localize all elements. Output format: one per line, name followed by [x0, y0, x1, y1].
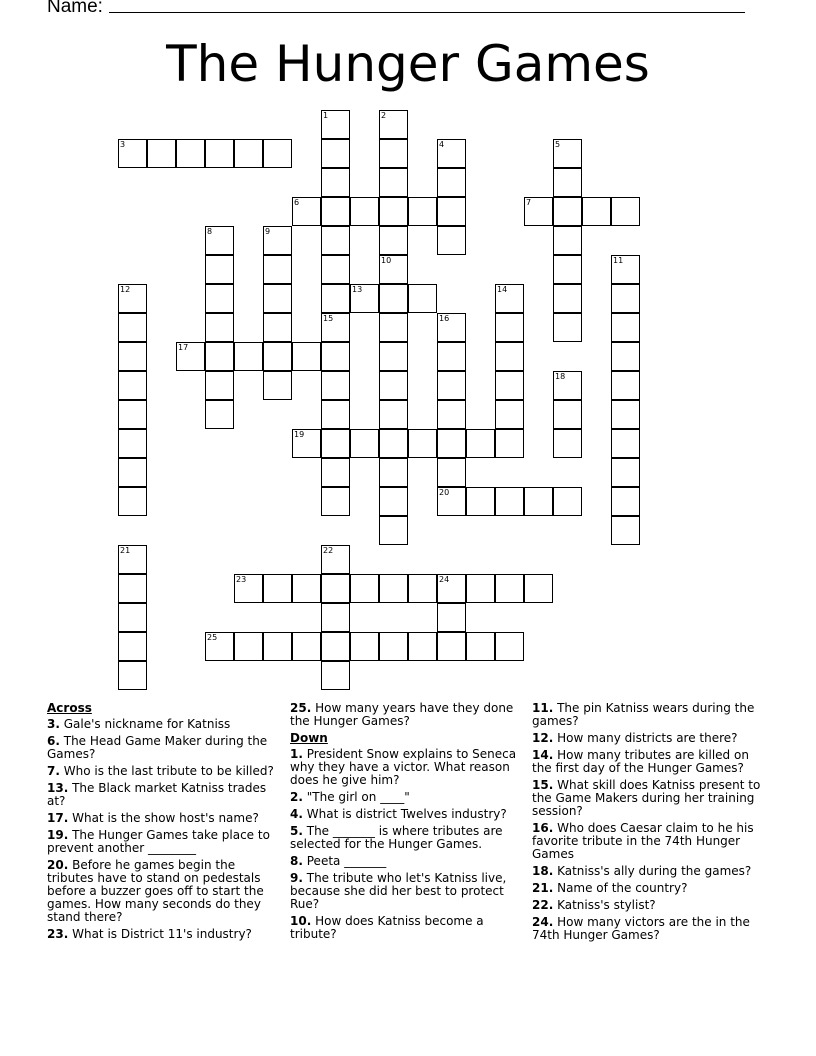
clue-item: [532, 865, 764, 878]
clue-text: How many victors are the in the 74th Hunger Games?: [532, 915, 750, 942]
across-clue-list: [47, 718, 279, 941]
grid-cell[interactable]: [437, 371, 466, 400]
clue-item: [47, 735, 279, 761]
clues-column-3: [532, 702, 764, 946]
grid-cell[interactable]: [321, 574, 350, 603]
grid-cell[interactable]: [582, 197, 611, 226]
clue-number-label: 7.: [47, 764, 60, 778]
grid-cell[interactable]: [437, 226, 466, 255]
clue-number: 7: [526, 198, 532, 207]
grid-cell[interactable]: [524, 574, 553, 603]
grid-cell[interactable]: [118, 545, 147, 574]
grid-cell[interactable]: [495, 574, 524, 603]
clue-number: 5: [555, 140, 561, 149]
grid-cell[interactable]: [205, 632, 234, 661]
clue-text: Before he games begin the tributes have to stand on pedestals before a buzzer goes off to start the games. How many seconds do they stand there?: [47, 858, 264, 924]
grid-cell[interactable]: [321, 313, 350, 342]
grid-cell[interactable]: [321, 139, 350, 168]
clue-item: [290, 855, 522, 868]
clue-text: Name of the country?: [557, 881, 688, 895]
clue-number: 20: [439, 488, 450, 497]
grid-cell[interactable]: [553, 284, 582, 313]
grid-cell[interactable]: [408, 284, 437, 313]
grid-cell[interactable]: [553, 197, 582, 226]
grid-cell[interactable]: [321, 545, 350, 574]
grid-cell[interactable]: [292, 632, 321, 661]
grid-cell[interactable]: [611, 197, 640, 226]
clue-text: What is District 11's industry?: [72, 927, 252, 941]
grid-cell[interactable]: [437, 313, 466, 342]
clue-number-label: 18.: [532, 864, 554, 878]
clue-number: 25: [207, 633, 218, 642]
grid-cell[interactable]: [263, 139, 292, 168]
clue-item: [290, 825, 522, 851]
clue-number-label: 20.: [47, 858, 69, 872]
grid-cell[interactable]: [466, 429, 495, 458]
grid-cell[interactable]: [611, 487, 640, 516]
grid-cell[interactable]: [118, 458, 147, 487]
clue-item: [532, 882, 764, 895]
grid-cell[interactable]: [350, 197, 379, 226]
clue-text: "The girl on ____": [306, 790, 410, 804]
clues-column-1: [47, 702, 279, 945]
clue-text: Katniss's stylist?: [557, 898, 656, 912]
grid-cell[interactable]: [118, 603, 147, 632]
grid-cell[interactable]: [379, 255, 408, 284]
grid-cell[interactable]: [437, 487, 466, 516]
grid-cell[interactable]: [263, 284, 292, 313]
clue-item: [532, 899, 764, 912]
grid-cell[interactable]: [466, 632, 495, 661]
grid-cell[interactable]: [495, 313, 524, 342]
clue-item: [290, 915, 522, 941]
grid-cell[interactable]: [611, 400, 640, 429]
clue-number: 24: [439, 575, 450, 584]
grid-cell[interactable]: [379, 226, 408, 255]
clue-text: Katniss's ally during the games?: [557, 864, 752, 878]
grid-cell[interactable]: [234, 342, 263, 371]
clue-item: [47, 928, 279, 941]
clue-text: Gale's nickname for Katniss: [63, 717, 231, 731]
grid-cell[interactable]: [553, 226, 582, 255]
clue-item: [47, 782, 279, 808]
clue-number: 4: [439, 140, 445, 149]
grid-cell[interactable]: [379, 371, 408, 400]
clue-item: [47, 829, 279, 855]
grid-cell[interactable]: [466, 487, 495, 516]
clue-item: [290, 872, 522, 911]
grid-cell[interactable]: [437, 197, 466, 226]
clue-number: 10: [381, 256, 392, 265]
clue-number-label: 5.: [290, 824, 303, 838]
grid-cell[interactable]: [553, 313, 582, 342]
grid-cell[interactable]: [408, 632, 437, 661]
grid-cell[interactable]: [553, 400, 582, 429]
clue-item: [47, 765, 279, 778]
grid-cell[interactable]: [321, 255, 350, 284]
clue-number: 8: [207, 227, 213, 236]
grid-cell[interactable]: [437, 458, 466, 487]
grid-cell[interactable]: [263, 313, 292, 342]
down-clue-list: [290, 748, 522, 941]
grid-cell[interactable]: [321, 400, 350, 429]
grid-cell[interactable]: [437, 168, 466, 197]
grid-cell[interactable]: [408, 429, 437, 458]
clue-number: 18: [555, 372, 566, 381]
clue-item: [47, 812, 279, 825]
clue-number-label: 10.: [290, 914, 312, 928]
grid-cell[interactable]: [118, 313, 147, 342]
clue-number-label: 16.: [532, 821, 554, 835]
grid-cell[interactable]: [437, 400, 466, 429]
clue-number: 19: [294, 430, 305, 439]
clue-number: 13: [352, 285, 363, 294]
clue-number-label: 4.: [290, 807, 303, 821]
grid-cell[interactable]: [205, 255, 234, 284]
clue-number-label: 21.: [532, 881, 554, 895]
grid-cell[interactable]: [205, 284, 234, 313]
clue-number-label: 2.: [290, 790, 303, 804]
grid-cell[interactable]: [234, 632, 263, 661]
grid-cell[interactable]: [321, 284, 350, 313]
grid-cell[interactable]: [118, 429, 147, 458]
clue-text: Peeta _______: [306, 854, 387, 868]
grid-cell[interactable]: [408, 574, 437, 603]
clue-item: [532, 822, 764, 861]
grid-cell[interactable]: [495, 429, 524, 458]
grid-cell[interactable]: [437, 574, 466, 603]
grid-cell[interactable]: [611, 313, 640, 342]
clue-number-label: 8.: [290, 854, 303, 868]
name-label: Name:: [47, 0, 103, 17]
grid-cell[interactable]: [611, 516, 640, 545]
grid-cell[interactable]: [118, 342, 147, 371]
grid-cell[interactable]: [379, 516, 408, 545]
grid-cell[interactable]: [321, 110, 350, 139]
clue-text: President Snow explains to Seneca why they have a victor. What reason does he give him?: [290, 747, 517, 787]
clue-item: [532, 732, 764, 745]
grid-cell[interactable]: [321, 661, 350, 690]
clue-item: [47, 718, 279, 731]
down-clue-list-continued: [532, 702, 764, 942]
clue-number: 12: [120, 285, 131, 294]
clue-text: The Hunger Games take place to prevent another ________: [47, 828, 270, 855]
clue-item: [290, 748, 522, 787]
clue-number-label: 17.: [47, 811, 69, 825]
grid-cell[interactable]: [205, 139, 234, 168]
grid-cell[interactable]: [379, 429, 408, 458]
grid-cell[interactable]: [118, 400, 147, 429]
clue-text: How many tributes are killed on the first day of the Hunger Games?: [532, 748, 749, 775]
grid-cell[interactable]: [553, 487, 582, 516]
clues-column-2: [290, 702, 522, 945]
grid-cell[interactable]: [263, 342, 292, 371]
grid-cell[interactable]: [379, 342, 408, 371]
grid-cell[interactable]: [118, 284, 147, 313]
grid-cell[interactable]: [234, 574, 263, 603]
clue-text: What is the show host's name?: [72, 811, 259, 825]
grid-cell[interactable]: [611, 371, 640, 400]
grid-cell[interactable]: [495, 632, 524, 661]
clue-number-label: 24.: [532, 915, 554, 929]
grid-cell[interactable]: [379, 139, 408, 168]
grid-cell[interactable]: [292, 342, 321, 371]
clue-number: 3: [120, 140, 126, 149]
grid-cell[interactable]: [495, 371, 524, 400]
clue-number: 14: [497, 285, 508, 294]
clue-item: [532, 702, 764, 728]
grid-cell[interactable]: [321, 603, 350, 632]
clue-number-label: 9.: [290, 871, 303, 885]
grid-cell[interactable]: [553, 168, 582, 197]
clue-item: [532, 749, 764, 775]
grid-cell[interactable]: [379, 110, 408, 139]
clue-text: The tribute who let's Katniss live, because she did her best to protect Rue?: [290, 871, 507, 911]
grid-cell[interactable]: [437, 632, 466, 661]
grid-cell[interactable]: [495, 284, 524, 313]
clue-number-label: 6.: [47, 734, 60, 748]
grid-cell[interactable]: [263, 255, 292, 284]
grid-cell[interactable]: [350, 632, 379, 661]
grid-cell[interactable]: [321, 429, 350, 458]
clue-number-label: 23.: [47, 927, 69, 941]
clue-text: How many districts are there?: [557, 731, 738, 745]
clue-number: 17: [178, 343, 189, 352]
grid-cell[interactable]: [292, 574, 321, 603]
grid-cell[interactable]: [176, 139, 205, 168]
grid-cell[interactable]: [263, 226, 292, 255]
grid-cell[interactable]: [118, 661, 147, 690]
clue-number: 6: [294, 198, 300, 207]
grid-cell[interactable]: [350, 284, 379, 313]
grid-cell[interactable]: [611, 342, 640, 371]
page-title: The Hunger Games: [166, 35, 650, 93]
clue-number-label: 13.: [47, 781, 69, 795]
grid-cell[interactable]: [263, 371, 292, 400]
clue-number-label: 3.: [47, 717, 60, 731]
grid-cell[interactable]: [495, 400, 524, 429]
grid-cell[interactable]: [321, 342, 350, 371]
grid-cell[interactable]: [234, 139, 263, 168]
grid-cell[interactable]: [379, 313, 408, 342]
clue-number: 21: [120, 546, 131, 555]
grid-cell[interactable]: [408, 197, 437, 226]
grid-cell[interactable]: [118, 139, 147, 168]
clue-text: What skill does Katniss present to the Game Makers during her training session?: [532, 778, 761, 818]
grid-cell[interactable]: [292, 429, 321, 458]
clue-number-label: 14.: [532, 748, 554, 762]
grid-cell[interactable]: [118, 371, 147, 400]
clue-number-label: 25.: [290, 701, 312, 715]
clue-item: [532, 916, 764, 942]
grid-cell[interactable]: [321, 168, 350, 197]
grid-cell[interactable]: [321, 632, 350, 661]
clue-number-label: 19.: [47, 828, 69, 842]
clue-number-label: 12.: [532, 731, 554, 745]
grid-cell[interactable]: [321, 197, 350, 226]
grid-cell[interactable]: [205, 313, 234, 342]
clue-text: The pin Katniss wears during the games?: [532, 701, 755, 728]
clue-item: [290, 808, 522, 821]
grid-cell[interactable]: [379, 632, 408, 661]
clue-text: Who is the last tribute to be killed?: [63, 764, 274, 778]
clue-text: Who does Caesar claim to he his favorite tribute in the 74th Hunger Games: [532, 821, 754, 861]
grid-cell[interactable]: [176, 342, 205, 371]
clue-text: The Black market Katniss trades at?: [47, 781, 267, 808]
grid-cell[interactable]: [553, 139, 582, 168]
grid-cell[interactable]: [611, 284, 640, 313]
clue-number: 11: [613, 256, 624, 265]
grid-cell[interactable]: [350, 574, 379, 603]
grid-cell[interactable]: [611, 458, 640, 487]
grid-cell[interactable]: [379, 574, 408, 603]
grid-cell[interactable]: [553, 371, 582, 400]
grid-cell[interactable]: [495, 487, 524, 516]
grid-cell[interactable]: [263, 574, 292, 603]
clue-number-label: 15.: [532, 778, 554, 792]
grid-cell[interactable]: [611, 429, 640, 458]
clue-text: How many years have they done the Hunger Games?: [290, 701, 514, 728]
clue-number: 22: [323, 546, 334, 555]
grid-cell[interactable]: [466, 574, 495, 603]
grid-cell[interactable]: [437, 139, 466, 168]
clue-item: [290, 791, 522, 804]
clue-text: The _______ is where tributes are selected for the Hunger Games.: [290, 824, 503, 851]
grid-cell[interactable]: [350, 429, 379, 458]
across-heading: Across: [47, 701, 92, 715]
grid-cell[interactable]: [437, 429, 466, 458]
grid-cell[interactable]: [205, 400, 234, 429]
clue-number: 15: [323, 314, 334, 323]
clue-number: 16: [439, 314, 450, 323]
clue-number: 1: [323, 111, 329, 120]
grid-cell[interactable]: [321, 487, 350, 516]
grid-cell[interactable]: [147, 139, 176, 168]
grid-cell[interactable]: [118, 487, 147, 516]
grid-cell[interactable]: [524, 487, 553, 516]
clue-number: 9: [265, 227, 271, 236]
clue-item: [290, 702, 522, 728]
grid-cell[interactable]: [379, 168, 408, 197]
grid-cell[interactable]: [379, 487, 408, 516]
down-heading: Down: [290, 731, 328, 745]
grid-cell[interactable]: [553, 255, 582, 284]
grid-cell[interactable]: [379, 458, 408, 487]
clue-text: How does Katniss become a tribute?: [290, 914, 484, 941]
clue-number-label: 11.: [532, 701, 554, 715]
grid-cell[interactable]: [495, 342, 524, 371]
clue-item: [532, 779, 764, 818]
grid-cell[interactable]: [321, 226, 350, 255]
clue-number-label: 1.: [290, 747, 303, 761]
clue-text: The Head Game Maker during the Games?: [47, 734, 268, 761]
grid-cell[interactable]: [553, 429, 582, 458]
across-clue-list-continued: [290, 702, 522, 728]
grid-cell[interactable]: [263, 632, 292, 661]
clue-number: 2: [381, 111, 387, 120]
grid-cell[interactable]: [292, 197, 321, 226]
grid-cell[interactable]: [205, 371, 234, 400]
grid-cell[interactable]: [321, 458, 350, 487]
grid-cell[interactable]: [379, 284, 408, 313]
grid-cell[interactable]: [437, 342, 466, 371]
grid-cell[interactable]: [379, 400, 408, 429]
grid-cell[interactable]: [437, 603, 466, 632]
grid-cell[interactable]: [118, 632, 147, 661]
grid-cell[interactable]: [205, 226, 234, 255]
grid-cell[interactable]: [205, 342, 234, 371]
clue-number: 23: [236, 575, 247, 584]
grid-cell[interactable]: [118, 574, 147, 603]
clue-text: What is district Twelves industry?: [306, 807, 507, 821]
grid-cell[interactable]: [321, 371, 350, 400]
clue-number-label: 22.: [532, 898, 554, 912]
clue-item: [47, 859, 279, 924]
grid-cell[interactable]: [611, 255, 640, 284]
grid-cell[interactable]: [524, 197, 553, 226]
grid-cell[interactable]: [379, 197, 408, 226]
